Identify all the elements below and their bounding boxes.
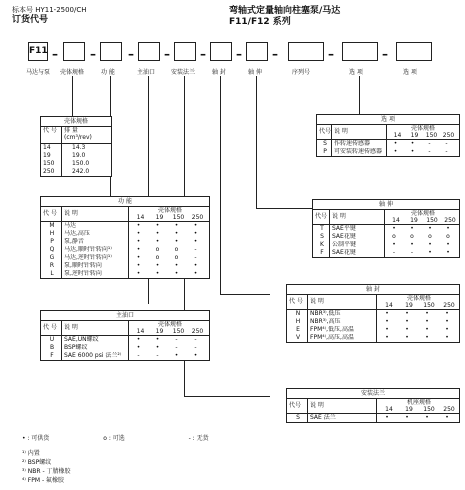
table-row: F SAE 6000 psi 法兰²⁾ - - • • [41,352,209,360]
table-row: 14 14.3 [43,144,86,151]
footnotes [22,449,71,485]
label-serial: 序列号 [292,69,311,76]
code-box-motor-pump: F11 [28,42,48,61]
code-box-shaft-seal [210,42,232,61]
standard-number: 标本号 HY11-2500/CH [12,6,87,14]
shaft-seal-table: 轴 封 代 号 说 明 壳体规格 14 19 150 250 N NBR³⁾,低压 • • • • H NBR³⁾,高压 • • • • E FPM⁴⁾,低压,高温 • • • • V FPM⁴⁾,高压,高温 • • • • [286,284,460,343]
function-title: 功 能 [41,197,209,207]
displacement-title: 壳体规格 [41,117,111,127]
main-port-table: 主油口 代 号 说 明 壳体规格 14 19 150 250 U SAE,UN螺纹 • • - - B BSP螺纹 • • - - F SAE 6000 psi 法兰²⁾ - - • • [40,310,210,361]
leader-flange-h [184,396,270,397]
legend-optional: o : 可选 [103,435,125,442]
code-box-main-port [138,42,160,61]
leader-size [72,76,73,116]
table-row: L 泵,逆时针转向 • • • • [41,270,209,278]
table-row: B BSP螺纹 • • - - [41,344,209,352]
code-dash: – [272,47,278,61]
table-row: P 可安装转速传感器 • • - - [317,148,459,156]
shaft-end-title: 轴 伸 [313,200,459,210]
table-row: Q 马达,顺时针转向¹⁾ • o o - [41,246,209,254]
leader-shaft-end-h [256,208,312,209]
label-size: 壳体规格 [60,69,85,76]
code-dash: – [328,47,334,61]
table-row: E FPM⁴⁾,低压,高温 • • • • [287,326,459,334]
footnote: ¹⁾ 内置 [22,450,40,457]
header-left [12,6,87,26]
displacement-table [40,116,112,177]
footnote: ³⁾ NBR - 丁腈橡胶 [22,468,71,475]
options-title: 选 项 [317,115,459,125]
label-flange: 安装法兰 [171,69,196,76]
label-function: 功 能 [101,69,115,76]
leader-seal-v [220,76,221,294]
code-box-serial [288,42,324,61]
label-option-2: 选 项 [403,69,417,76]
table-row: M 马达 • • • • [41,222,209,230]
code-box-flange [174,42,196,61]
document-title: 弯轴式定量轴向柱塞泵/马达 [229,6,341,16]
label-option-1: 选 项 [349,69,363,76]
code-box-option-2 [396,42,432,61]
table-row: H NBR³⁾,高压 • • • • [287,318,459,326]
table-row: P 泵,静音 • • • • [41,238,209,246]
table-row: K 公制平键 • • • • [313,241,459,249]
flange-title: 安装法兰 [287,389,459,399]
shaft-end-table: 轴 伸 代号 说 明 壳体规格 14 19 150 250 T SAE平键 • • • • S SAE花键 o o o o K 公制平键 • • • • F SAE花键 - - • • [312,199,460,258]
leader-shaft-end-v [256,76,257,208]
table-row: T SAE平键 • • • • [313,225,459,233]
table-row: S SAE花键 o o o o [313,233,459,241]
label-shaft-end: 轴 伸 [248,69,262,76]
footnote: ⁴⁾ FPM - 氟橡胶 [22,477,65,484]
leader-seal-h [220,294,270,295]
code-box-option-1 [342,42,378,61]
code-dash: – [382,47,388,61]
code-dash: – [90,47,96,61]
code-dash: – [128,47,134,61]
table-row: V FPM⁴⁾,高压,高温 • • • • [287,334,459,342]
disp-col-code: 代 号 [41,127,62,143]
leader-option [359,76,360,114]
disp-col-disp: 排 量 [64,127,78,134]
flange-table: 安装法兰 代号 说 明 机座规格 14 19 150 250 S SAE 法兰 • • • • [286,388,460,423]
table-row: 150 150.0 [43,160,90,167]
legend-none: - : 无货 [188,435,209,442]
code-box-size [63,42,85,61]
table-row: S SAE 法兰 • • • • [287,414,459,422]
table-row: R 泵,顺时针转向 • • • • [41,262,209,270]
code-dash: – [200,47,206,61]
code-box-shaft-end [246,42,268,61]
shaft-seal-title: 轴 封 [287,285,459,295]
table-row: 250 242.0 [43,168,90,175]
table-row: G 马达,逆时针转向¹⁾ • o o - [41,254,209,262]
code-dash: – [236,47,242,61]
code-box-function [100,42,122,61]
function-table: 功 能 代 号 说 明 壳体规格 14 19 150 250 M 马达 • • • • H 马达,高压 • • • • P 泵,静音 • • • • Q 马达,顺时针转向¹⁾ • o o - G 马达,逆时针转向¹⁾ • o o - R 泵,顺时针转向 • • • • L 泵,逆时针转向 • • • • [40,196,210,279]
code-dash: – [52,47,58,61]
table-row: S 作转速传感器 • • - - [317,140,459,148]
code-dash: – [164,47,170,61]
legend [22,433,209,442]
main-port-title: 主油口 [41,311,209,321]
label-main-port: 主油口 [137,69,156,76]
series-title: F11/F12 系列 [229,17,291,27]
table-row: N NBR³⁾,低压 • • • • [287,310,459,318]
disp-col-unit: (cm³/rev) [64,134,92,141]
legend-available: • : 可供货 [22,435,50,442]
options-table: 选 项 代号 说 明 壳体规格 14 19 150 250 S 作转速传感器 • • - - P 可安装转速传感器 • • - - [316,114,460,157]
table-row: F SAE花键 - - • • [313,249,459,257]
header-right [229,6,340,28]
label-shaft-seal: 轴 封 [212,69,226,76]
table-row: H 马达,高压 • • • • [41,230,209,238]
order-code-title: 订货代号 [12,15,49,25]
label-motor-pump: 马达与泵 [26,69,51,76]
table-row: U SAE,UN螺纹 • • - - [41,336,209,344]
footnote: ²⁾ BSP螺纹 [22,459,52,466]
table-row: 19 19.0 [43,152,86,159]
